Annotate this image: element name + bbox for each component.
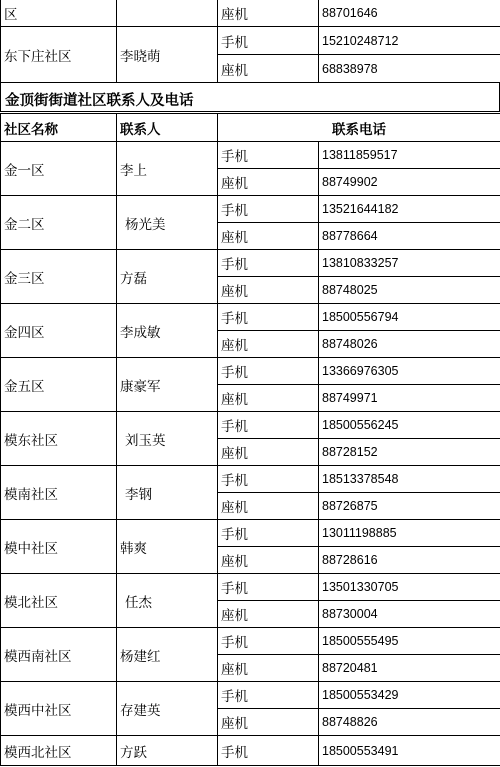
phone-type-cell: 手机 [218, 142, 319, 169]
main-table-row [1, 142, 500, 169]
phone-type-cell: 手机 [218, 736, 319, 766]
phone-type-cell: 座机 [218, 439, 319, 466]
main-table-row [1, 628, 500, 655]
main-table-row [1, 520, 500, 547]
contact-person-cell: 方磊 [117, 250, 218, 304]
phone-number-cell: 88748025 [319, 277, 500, 304]
phone-number-cell: 88778664 [319, 223, 500, 250]
contact-person-cell: 方跃 [117, 736, 218, 766]
header-phone: 联系电话 [218, 114, 500, 142]
phone-type-cell: 手机 [218, 412, 319, 439]
phone-number-cell: 18500556794 [319, 304, 500, 331]
phone-type-cell: 座机 [218, 55, 319, 83]
contact-person-cell: 杨光美 [117, 196, 218, 250]
phone-type-cell: 手机 [218, 466, 319, 493]
main-table-row [1, 250, 500, 277]
phone-number-cell: 18513378548 [319, 466, 500, 493]
phone-type-cell: 手机 [218, 520, 319, 547]
contact-person-cell: 李钢 [117, 466, 218, 520]
phone-number-cell: 18500553429 [319, 682, 500, 709]
phone-number-cell: 88748826 [319, 709, 500, 736]
phone-number-cell: 13501330705 [319, 574, 500, 601]
contact-person-cell: 李成敏 [117, 304, 218, 358]
main-table-row [1, 358, 500, 385]
community-name-cell: 金五区 [1, 358, 117, 412]
continuation-body [1, 0, 500, 83]
phone-number-cell: 13521644182 [319, 196, 500, 223]
contact-person-cell: 杨建红 [117, 628, 218, 682]
main-table-row [1, 304, 500, 331]
community-name-cell: 金三区 [1, 250, 117, 304]
contact-person-cell: 任杰 [117, 574, 218, 628]
phone-type-cell: 座机 [218, 655, 319, 682]
section-title-row [0, 83, 500, 112]
phone-type-cell: 座机 [218, 709, 319, 736]
contact-body [1, 142, 500, 766]
main-table-row [1, 574, 500, 601]
phone-number-cell: 88730004 [319, 601, 500, 628]
phone-type-cell: 手机 [218, 27, 319, 55]
phone-type-cell: 手机 [218, 304, 319, 331]
community-name-cell: 模西中社区 [1, 682, 117, 736]
community-name-cell: 金一区 [1, 142, 117, 196]
phone-number-cell: 88728152 [319, 439, 500, 466]
phone-number-cell: 88749971 [319, 385, 500, 412]
community-name-cell: 模南社区 [1, 466, 117, 520]
section-title: 金顶街街道社区联系人及电话 [5, 93, 194, 109]
phone-type-cell: 座机 [218, 601, 319, 628]
header-contact: 联系人 [117, 114, 218, 142]
community-name-cell: 模北社区 [1, 574, 117, 628]
phone-number-cell: 13810833257 [319, 250, 500, 277]
phone-type-cell: 座机 [218, 223, 319, 250]
phone-number-cell: 13011198885 [319, 520, 500, 547]
phone-type-cell: 手机 [218, 358, 319, 385]
phone-type-cell: 座机 [218, 385, 319, 412]
community-name-cell: 模西北社区 [1, 736, 117, 766]
cont-table-row [1, 27, 500, 55]
community-name-cell: 模东社区 [1, 412, 117, 466]
phone-type-cell: 座机 [218, 547, 319, 574]
continuation-table [0, 0, 500, 83]
contact-person-cell: 李晓萌 [117, 27, 218, 83]
main-table-row [1, 196, 500, 223]
phone-number-cell: 88748026 [319, 331, 500, 358]
phone-number-cell: 13366976305 [319, 358, 500, 385]
phone-type-cell: 手机 [218, 682, 319, 709]
contact-person-cell: 李上 [117, 142, 218, 196]
main-table-row [1, 466, 500, 493]
phone-type-cell: 手机 [218, 628, 319, 655]
phone-type-cell: 座机 [218, 277, 319, 304]
community-name-cell: 金四区 [1, 304, 117, 358]
phone-type-cell: 座机 [218, 493, 319, 520]
contact-person-cell: 刘玉英 [117, 412, 218, 466]
contact-table [0, 113, 500, 766]
phone-number-cell: 18500556245 [319, 412, 500, 439]
phone-type-cell: 座机 [218, 0, 319, 27]
phone-number-cell: 15210248712 [319, 27, 500, 55]
phone-type-cell: 座机 [218, 169, 319, 196]
phone-number-cell: 88728616 [319, 547, 500, 574]
phone-number-cell: 88701646 [319, 0, 500, 27]
phone-type-cell: 手机 [218, 196, 319, 223]
header-community: 社区名称 [1, 114, 117, 142]
contact-person-cell: 韩爽 [117, 520, 218, 574]
header-row [1, 114, 500, 142]
contact-person-cell [117, 0, 218, 27]
phone-number-cell: 88749902 [319, 169, 500, 196]
phone-type-cell: 手机 [218, 250, 319, 277]
community-name-cell: 模中社区 [1, 520, 117, 574]
phone-number-cell: 68838978 [319, 55, 500, 83]
community-name-cell: 区 [1, 0, 117, 27]
phone-number-cell: 88726875 [319, 493, 500, 520]
contact-person-cell: 存建英 [117, 682, 218, 736]
main-table-row [1, 682, 500, 709]
cont-table-row [1, 0, 500, 27]
main-table-row [1, 736, 500, 766]
community-name-cell: 模西南社区 [1, 628, 117, 682]
phone-number-cell: 88720481 [319, 655, 500, 682]
community-name-cell: 东下庄社区 [1, 27, 117, 83]
phone-type-cell: 手机 [218, 574, 319, 601]
contact-person-cell: 康豪军 [117, 358, 218, 412]
phone-type-cell: 座机 [218, 331, 319, 358]
main-table-row [1, 412, 500, 439]
phone-number-cell: 18500555495 [319, 628, 500, 655]
community-name-cell: 金二区 [1, 196, 117, 250]
phone-number-cell: 13811859517 [319, 142, 500, 169]
phone-number-cell: 18500553491 [319, 736, 500, 766]
